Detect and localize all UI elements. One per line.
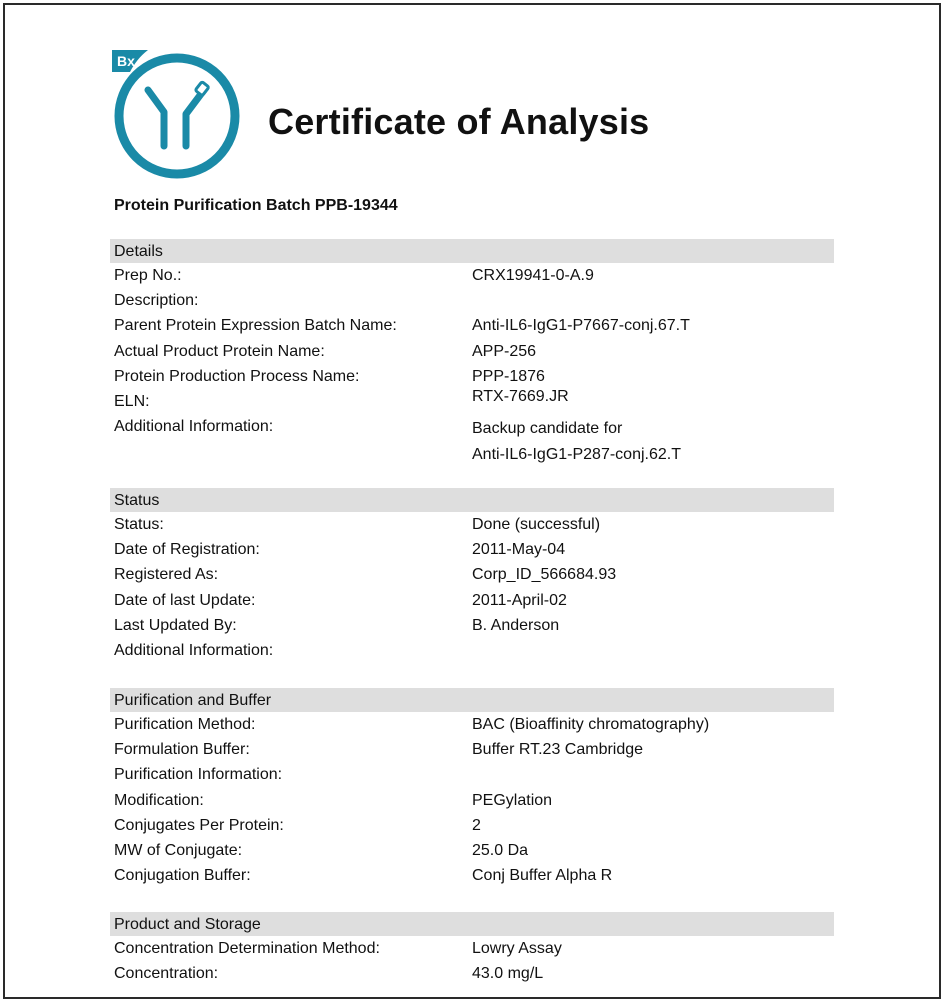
logo-text: Bx xyxy=(117,53,135,69)
field-value: PEGylation xyxy=(472,791,553,809)
field-label: Purification Information: xyxy=(114,766,283,784)
field-value-line: Anti-IL6-IgG1-P287-conj.62.T xyxy=(472,446,681,464)
field-value: Conj Buffer Alpha R xyxy=(472,867,613,885)
field-value: 2011-May-04 xyxy=(472,541,566,559)
section-header-purification: Purification and Buffer xyxy=(110,688,834,712)
field-label: Concentration: xyxy=(114,965,219,983)
row-prep-no xyxy=(110,263,834,288)
field-label: MW of Conjugate: xyxy=(114,841,243,859)
field-label: ELN: xyxy=(114,392,150,410)
antibody-icon xyxy=(112,50,242,180)
batch-title: Protein Purification Batch PPB-19344 xyxy=(114,197,398,214)
field-value: APP-256 xyxy=(472,342,537,360)
row-eln xyxy=(110,389,834,414)
row-registered-as xyxy=(110,562,834,587)
field-label: Actual Product Protein Name: xyxy=(114,342,325,360)
field-label: Last Updated By: xyxy=(114,616,237,634)
field-label: Parent Protein Expression Batch Name: xyxy=(114,317,397,335)
row-status xyxy=(110,512,834,537)
field-value: 43.0 mg/L xyxy=(472,965,544,983)
field-label: Concentration Determination Method: xyxy=(114,940,380,957)
field-value: BAC (Bioaffinity chromatography) xyxy=(472,716,710,733)
field-value xyxy=(472,416,681,468)
row-conjugates-per-protein xyxy=(110,813,834,838)
status-section xyxy=(110,488,834,663)
field-label: Purification Method: xyxy=(114,716,256,733)
field-value: Buffer RT.23 Cambridge xyxy=(472,741,644,759)
field-value: Anti-IL6-IgG1-P7667-conj.67.T xyxy=(472,317,690,335)
company-logo xyxy=(112,50,242,180)
row-concentration xyxy=(110,961,834,986)
row-last-updated-by xyxy=(110,613,834,638)
field-label: Description: xyxy=(114,292,199,310)
field-label: Additional Information: xyxy=(114,641,274,659)
field-label: Registered As: xyxy=(114,566,219,584)
field-label: Conjugates Per Protein: xyxy=(114,816,284,834)
row-parent-batch xyxy=(110,313,834,338)
field-value: CRX19941-0-A.9 xyxy=(472,267,594,284)
row-date-last-update xyxy=(110,588,834,613)
field-label: Date of Registration: xyxy=(114,541,260,559)
details-section xyxy=(110,239,834,466)
row-concentration-method xyxy=(110,936,834,961)
storage-section xyxy=(110,912,834,986)
field-label: Conjugation Buffer: xyxy=(114,867,251,885)
section-header-storage: Product and Storage xyxy=(110,912,834,936)
field-value: 2011-April-02 xyxy=(472,591,567,609)
field-label: Status: xyxy=(114,516,164,533)
field-value: 2 xyxy=(472,816,481,834)
field-value: Done (successful) xyxy=(472,516,601,533)
row-date-registration xyxy=(110,537,834,562)
row-purification-info xyxy=(110,762,834,787)
row-additional-info xyxy=(110,414,834,466)
row-modification xyxy=(110,788,834,813)
field-label: Additional Information: xyxy=(114,418,274,436)
field-value: 25.0 Da xyxy=(472,841,529,859)
section-header-details: Details xyxy=(110,239,834,263)
field-value-line: Backup candidate for xyxy=(472,420,623,438)
row-purification-method xyxy=(110,712,834,737)
page-title: Certificate of Analysis xyxy=(268,101,650,142)
field-value: B. Anderson xyxy=(472,616,560,634)
field-value: Lowry Assay xyxy=(472,940,562,957)
field-label: Formulation Buffer: xyxy=(114,741,250,759)
field-label: Date of last Update: xyxy=(114,591,256,609)
row-product-protein xyxy=(110,339,834,364)
field-value: Corp_ID_566684.93 xyxy=(472,566,617,584)
field-label: Modification: xyxy=(114,791,204,809)
row-status-additional-info xyxy=(110,638,834,663)
field-value: RTX-7669.JR xyxy=(472,387,569,405)
purification-section xyxy=(110,688,834,888)
row-conjugation-buffer xyxy=(110,863,834,888)
row-formulation-buffer xyxy=(110,737,834,762)
row-description xyxy=(110,288,834,313)
field-label: Protein Production Process Name: xyxy=(114,367,360,385)
field-label: Prep No.: xyxy=(114,267,182,284)
field-value: PPP-1876 xyxy=(472,367,545,385)
section-header-status: Status xyxy=(110,488,834,512)
row-mw-conjugate xyxy=(110,838,834,863)
